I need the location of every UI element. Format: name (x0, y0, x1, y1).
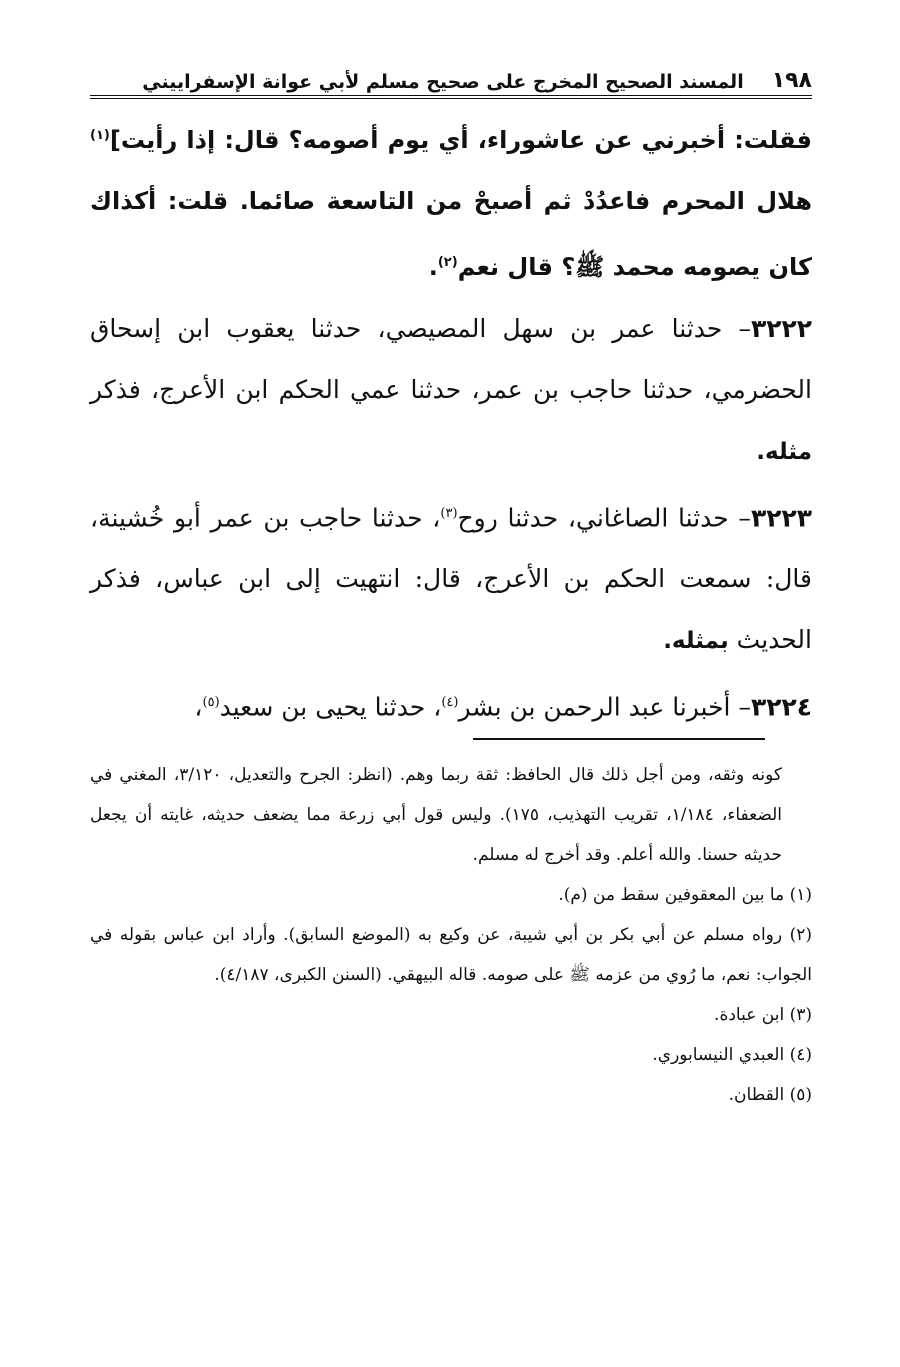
book-page (90, 55, 812, 1315)
text-run: – أخبرنا عبد الرحمن بن بشر (458, 692, 751, 722)
text-run: هلال المحرم فاعدُدْ ثم أصبحْ من التاسعة صائما. قلت: أكذاك كان يصومه محمد ﷺ؟ قال نعم (90, 187, 812, 281)
footnote-3: (٣) ابن عبادة. (714, 1005, 812, 1025)
footnote-ref-5: (٥) (202, 695, 220, 711)
footnote-ref-2: (٢) (437, 255, 458, 270)
footnote-ref-1: (١) (90, 128, 110, 143)
text-run: ، حدثنا يحيى بن سعيد (219, 692, 442, 722)
text-run-bold: بمثله. (663, 628, 729, 655)
hadith-3224 (90, 672, 812, 737)
running-header (90, 55, 812, 99)
footnote-continuation: كونه وثقه، ومن أجل ذلك قال الحافظ: ثقة ربما وهم. (انظر: الجرح والتعديل، ٣/١٢٠، المغني في الضعفاء، ١/١٨٤، تقريب التهذيب، ١٧٥). وليس قول أبي زرعة مما يضعف حديثه، غايته أن يجعل حديثه حسنا. والله أعلم. وقد أخرج له مسلم. (90, 765, 782, 865)
footnote-4: (٤) العبدي النيسابوري. (652, 1045, 812, 1065)
footnotes (90, 755, 812, 1115)
page-number: ١٩٨ (771, 68, 812, 93)
footnote-ref-3: (٣) (440, 506, 458, 521)
footnote-divider (473, 738, 765, 740)
text-run: – حدثنا عمر بن سهل المصيصي، حدثنا يعقوب ابن إسحاق الحضرمي، حدثنا حاجب بن عمر، حدثنا عمي الحكم ابن الأعرج، فذكر (90, 314, 812, 404)
hadith-number: ٣٢٢٣ (750, 503, 812, 533)
text-run-bold: مثله. (756, 439, 812, 465)
book-title: المسند الصحيح المخرج على صحيح مسلم لأبي عوانة الإسفراييني (142, 71, 744, 93)
hadith-3222 (90, 298, 812, 483)
text-run: ، (194, 692, 203, 722)
text-run: . (428, 253, 438, 281)
main-text (90, 105, 812, 738)
paragraph-continuation (90, 105, 812, 298)
footnote-2: (٢) رواه مسلم عن أبي بكر بن أبي شيبة، عن وكيع به (الموضع السابق). وأراد ابن عباس بقوله في الجواب: نعم، ما رُوي من عزمه ﷺ على صومه. قاله البيهقي. (السنن الكبرى، ٤/١٨٧). (90, 925, 812, 985)
hadith-3223 (90, 483, 812, 672)
hadith-number: ٣٢٢٢ (750, 314, 812, 343)
footnote-ref-4: (٤) (441, 695, 459, 711)
hadith-number: ٣٢٢٤ (750, 692, 812, 722)
footnote-1: (١) ما بين المعقوفين سقط من (م). (558, 885, 812, 905)
text-run: ، حدثنا حاجب بن عمر أبو خُشينة، قال: سمعت الحكم بن الأعرج، قال: انتهيت إلى ابن عباس، فذكر الحديث (90, 503, 812, 655)
text-run: – حدثنا الصاغاني، حدثنا روح (457, 503, 751, 533)
footnote-5: (٥) القطان. (728, 1085, 812, 1105)
text-run: فقلت: أخبرني عن عاشوراء، أي يوم أصومه؟ قال: إذا رأيت] (109, 126, 812, 154)
